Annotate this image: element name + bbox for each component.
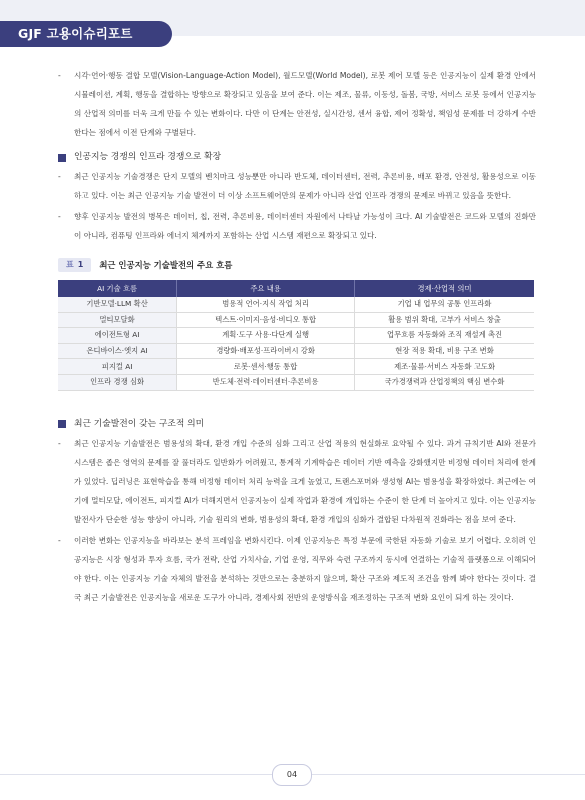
table-row: [58, 359, 534, 375]
paragraph-text: 향후 인공지능 발전의 병목은 데이터, 칩, 전력, 추론비용, 데이터센터 자원에서 나타날 가능성이 크다. AI 기술발전은 코드와 모델의 진화만이 아니라, 컴퓨팅 인프라와 에너지 체계까지 포함하는 산업 시스템 재편으로 확장되고 있다.: [74, 212, 536, 240]
report-brand: GJF 고용이슈리포트: [0, 21, 172, 47]
table-row: [58, 328, 534, 344]
dash-marker: -: [58, 71, 61, 80]
column-header: AI 기술 흐름: [58, 280, 177, 297]
table-header-row: [58, 280, 534, 297]
section2-paragraph: [58, 434, 536, 529]
table-cell: 인프라 경쟁 심화: [58, 374, 177, 390]
dash-marker: -: [58, 212, 61, 221]
paragraph-text: 최근 인공지능 기술경쟁은 단지 모델의 벤치마크 성능뿐만 아니라 반도체, 데이터센터, 전력, 추론비용, 배포 환경, 안전성, 활용성으로 이동하고 있다. 이는 최근 인공지능 기술 발전이 더 이상 소프트웨어만의 문제가 아니라 산업 인프라 경쟁의 문제로 바뀌고 있음을 뜻한다.: [74, 172, 536, 200]
table-cell: 온디바이스·엣지 AI: [58, 343, 177, 359]
column-header: 주요 내용: [177, 280, 355, 297]
table-caption: [58, 258, 536, 272]
table-cell: 기반모델·LLM 확산: [58, 297, 177, 312]
page-number: 04: [272, 764, 312, 786]
paragraph-text: 시각·언어·행동 결합 모델(Vision-Language-Action Model), 월드모델(World Model), 로봇 제어 모델 등은 인공지능이 실제 환경 안에서 시뮬레이션, 계획, 행동을 결합하는 방향으로 확장되고 있음을 보여 준다. 이는 제조, 물류, 이동성, 돌봄, 국방, 서비스 로봇 등에서 인공지능의 산업적 의미를 더욱 크게 만들 수 있는 변화이다. 다만 이 단계는 안전성, 실시간성, 센서 융합, 제어 정확성, 책임성 문제를 더 강하게 수반한다는 점에서 이전 단계와 구별된다.: [74, 71, 536, 137]
table-cell: 계획·도구 사용·다단계 실행: [177, 328, 355, 344]
table-cell: 멀티모달화: [58, 312, 177, 328]
table-cell: 국가경쟁력과 산업정책의 핵심 변수화: [355, 374, 534, 390]
table-row: [58, 297, 534, 312]
section1-paragraph: [58, 207, 536, 245]
table-cell: 에이전트형 AI: [58, 328, 177, 344]
section-heading: [58, 148, 536, 167]
square-bullet-icon: [58, 420, 66, 428]
table-cell: 범용적 언어·지식 작업 처리: [177, 297, 355, 312]
table-cell: 반도체·전력·데이터센터·추론비용: [177, 374, 355, 390]
table-cell: 업무흐름 자동화와 조직 재설계 촉진: [355, 328, 534, 344]
column-header: 경제·산업적 의미: [355, 280, 534, 297]
section1-paragraph: [58, 167, 536, 205]
table-row: [58, 343, 534, 359]
table-cell: 텍스트·이미지·음성·비디오 통합: [177, 312, 355, 328]
table-title: 최근 인공지능 기술발전의 주요 흐름: [99, 260, 233, 270]
ai-trends-table: [58, 280, 534, 391]
dash-marker: -: [58, 535, 61, 545]
table-row: [58, 312, 534, 328]
table-cell: 로봇·센서·행동 통합: [177, 359, 355, 375]
table-cell: 피지컬 AI: [58, 359, 177, 375]
table-cell: 현장 적용 확대, 비용 구조 변화: [355, 343, 534, 359]
main-content: [58, 66, 536, 607]
section2-paragraph: [58, 531, 536, 607]
dash-marker: -: [58, 172, 61, 181]
table-cell: 경량화·배포성·프라이버시 강화: [177, 343, 355, 359]
paragraph-text: 이러한 변화는 인공지능을 바라보는 분석 프레임을 변화시킨다. 이제 인공지능은 특정 부문에 국한된 자동화 기술로 보기 어렵다. 오히려 인공지능은 시장 형성과 투자 흐름, 국가 전략, 산업 가치사슬, 기업 운영, 직무와 숙련 구조까지 동시에 연결하는 기술적 플랫폼으로 이해되어야 한다. 이는 인공지능 기술 자체의 발전을 분석하는 것만으로는 충분하지 않으며, 확산 구조와 제도적 조건을 함께 봐야 한다는 것이다. 결국 최근 기술발전은 인공지능을 새로운 도구가 아니라, 경제사회 전반의 운영방식을 재조정하는 구조적 변화 요인이 되게 하는 것이다.: [74, 535, 536, 602]
table-row: [58, 374, 534, 390]
table-cell: 활용 범위 확대, 고부가 서비스 창출: [355, 312, 534, 328]
intro-paragraph: [58, 66, 536, 142]
section-title: 인공지능 경쟁의 인프라 경쟁으로 확장: [74, 152, 222, 162]
table-cell: 제조·물류·서비스 자동화 고도화: [355, 359, 534, 375]
section-title: 최근 기술발전이 갖는 구조적 의미: [74, 418, 205, 429]
table-cell: 기업 내 업무의 공통 인프라화: [355, 297, 534, 312]
square-bullet-icon: [58, 154, 66, 162]
paragraph-text: 최근 인공지능 기술발전은 범용성의 확대, 환경 개입 수준의 심화 그리고 산업 적용의 현실화로 요약될 수 있다. 과거 규칙기반 AI와 전문가 시스템은 좁은 영역의 문제를 잘 풀더라도 일반화가 어려웠고, 통계적 기계학습은 데이터 기반 예측을 강화했지만 비정형 데이터 처리에 한계가 있었다. 딥러닝은 표현학습을 통해 비정형 데이터 처리 능력을 크게 높였고, 트랜스포머와 생성형 AI는 범용성을 확장하였다. 최근에는 여기에 멀티모달, 에이전트, 피지컬 AI가 더해지면서 인공지능이 실제 작업과 환경에 개입하는 수준이 한 단계 더 높아지고 있다. 이는 인공지능 발전사가 단순한 성능 향상이 아니라, 기술 원리의 변화, 범용성의 확대, 환경 개입의 심화가 결합된 다차원적 진화라는 점을 보여 준다.: [74, 438, 536, 524]
dash-marker: -: [58, 438, 61, 448]
section-heading: [58, 415, 536, 434]
table-label-tag: 표 1: [58, 258, 91, 272]
